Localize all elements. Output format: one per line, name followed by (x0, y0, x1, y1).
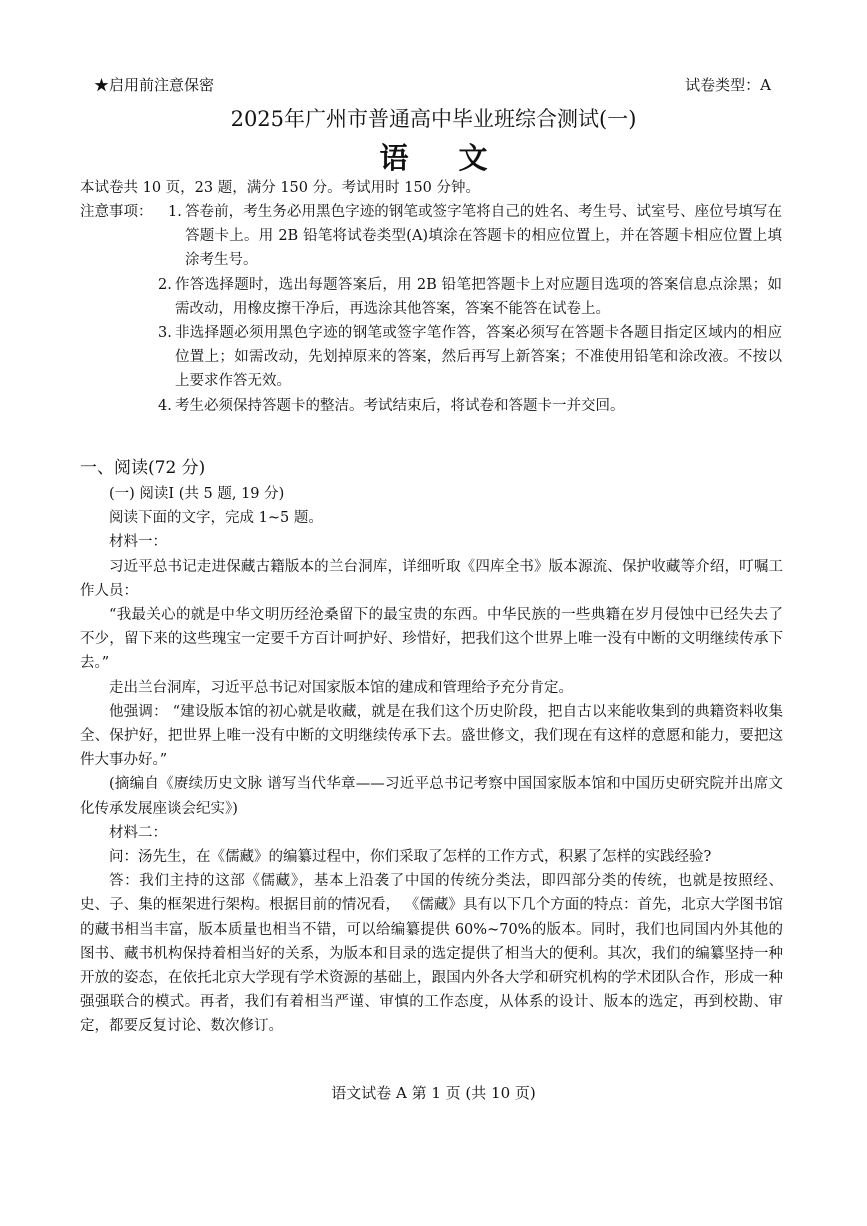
reading-section (80, 482, 783, 1039)
notice-item-text: 考生必须保持答题卡的整洁。考试结束后，将试卷和答题卡一并交回。 (175, 397, 625, 414)
notice-item-text: 非选择题必须用黑色字迹的钢笔或签字笔作答，答案必须写在答题卡各题目指定区域内的相应位置上；如需改动，先划掉原来的答案，然后再写上新答案；不准使用铅笔和涂改液。不按以上要求作答无效。 (175, 325, 782, 390)
notice-item (158, 321, 782, 394)
confidential-mark: ★启用前注意保密 (94, 76, 215, 94)
notice-label: 注意事项： (80, 204, 153, 220)
notice-item (158, 273, 782, 321)
material-two-label: 材料二： (109, 824, 167, 841)
material-one-paragraph: 习近平总书记走进保藏古籍版本的兰台洞库，详细听取《四库全书》版本源流、保护收藏等介绍，叮嘱工作人员： (80, 558, 783, 599)
notice-item-text: 作答选择题时，选出每题答案后，用 2B 铅笔把答题卡上对应题目选项的答案信息点涂黑；如需改动，用橡皮擦干净后，再选涂其他答案，答案不能答在试卷上。 (175, 276, 782, 317)
notice-item (158, 394, 782, 418)
notice-item-number: 1. (168, 204, 182, 220)
notice-item-number: 2. (158, 276, 172, 293)
notice-item-text: 答卷前，考生务必用黑色字迹的钢笔或签字笔将自己的姓名、考生号、试室号、座位号填写在答题卡上。用 2B 铅笔将试卷类型(A)填涂在答题卡的相应位置上，并在答题卡相应位置上填涂考生号。 (185, 204, 782, 269)
page-footer: 语文试卷 A 第 1 页 (共 10 页) (331, 1084, 536, 1102)
notice-item (168, 200, 782, 273)
material-one-paragraph: 走出兰台洞库，习近平总书记对国家版本馆的建成和管理给予充分肯定。 (109, 679, 573, 696)
paper-type: 试卷类型：A (685, 76, 771, 94)
notice-item-number: 4. (158, 397, 172, 414)
exam-title: 2025年广州市普通高中毕业班综合测试(一) (230, 107, 637, 131)
material-two-answer: 答：我们主持的这部《儒藏》，基本上沿袭了中国的传统分类法，即四部分类的传统，也就是按照经、史、子、集的框架进行架构。根据目前的情况看， 《儒藏》具有以下几个方面的特点：首先，北京大学图书馆的藏书相当丰富，版本质量也相当不错，可以给编纂提供 60%~70%的版本。同时，我们也同国内外其他的图书、藏书机构保持着相当好的关系，为版本和目录的选定提供了相当大的便利。其次，我们的编纂坚持一种开放的姿态，在依托北京大学现有学术资源的基础上，跟国内外各大学和研究机构的学术团队合作，形成一种强强联合的模式。再者，我们有着相当严谨、审慎的工作态度，从体系的设计、版本的选定，再到校勘、审定，都要反复讨论、数次修订。 (80, 873, 783, 1035)
material-two-question: 问：汤先生，在《儒藏》的编纂过程中，你们采取了怎样的工作方式，积累了怎样的实践经验? (109, 849, 712, 866)
subject-title: 语 文 (379, 141, 508, 175)
reading-instruction: 阅读下面的文字，完成 1~5 题。 (109, 510, 323, 527)
material-one-source: (摘编自《赓续历史文脉 谱写当代华章——习近平总书记考察中国国家版本馆和中国历史研究院并出席文化传承发展座谈会纪实》) (80, 776, 783, 817)
exam-intro: 本试卷共 10 页，23 题，满分 150 分。考试用时 150 分钟。 (80, 180, 481, 196)
page-header (94, 74, 771, 100)
section-heading: 一、阅读(72 分) (80, 458, 206, 478)
subsection-title: (一) 阅读Ⅰ (共 5 题, 19 分) (109, 486, 285, 502)
notice-item-number: 3. (158, 325, 172, 342)
material-one-label: 材料一： (109, 534, 167, 551)
material-one-quote: “我最关心的就是中华文明历经沧桑留下的最宝贵的东西。中华民族的一些典籍在岁月侵蚀中已经失去了不少，留下来的这些瑰宝一定要千方百计呵护好、珍惜好，把我们这个世界上唯一没有中断的文明继续传承下去。” (80, 607, 783, 672)
notice-list (158, 200, 782, 418)
material-one-paragraph: 他强调： “建设版本馆的初心就是收藏，就是在我们这个历史阶段，把自古以来能收集到的典籍资料收集全、保护好，把世界上唯一没有中断的文明继续传承下去。盛世修文，我们现在有这样的意愿和能力，要把这件大事办好。” (80, 703, 783, 769)
